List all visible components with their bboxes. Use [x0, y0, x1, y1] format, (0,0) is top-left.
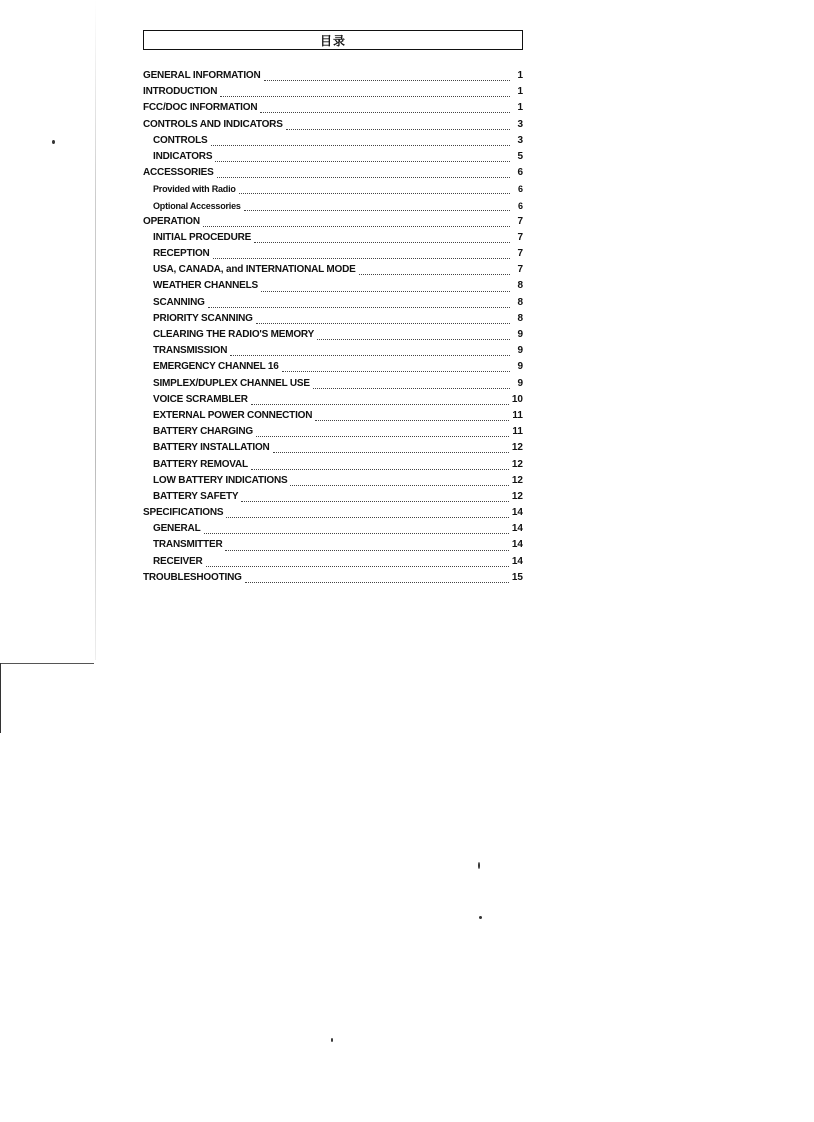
toc-entry-page: 5	[517, 150, 523, 162]
toc-entry-title: CONTROLS AND INDICATORS	[143, 118, 283, 130]
toc-entry-page: 9	[517, 377, 523, 389]
toc-entry-title: WEATHER CHANNELS	[153, 280, 258, 292]
dot-leader	[313, 387, 510, 389]
scan-speck	[478, 862, 480, 869]
toc-entry[interactable]	[143, 505, 523, 521]
toc-entry-page: 1	[517, 102, 523, 114]
toc-entry-title: USA, CANADA, and INTERNATIONAL MODE	[153, 264, 356, 276]
table-of-contents	[143, 68, 523, 586]
toc-entry-title: BATTERY REMOVAL	[153, 458, 248, 470]
toc-entry-title: INDICATORS	[153, 150, 213, 162]
dot-leader	[261, 290, 510, 292]
toc-entry-page: 8	[517, 312, 523, 324]
toc-entry[interactable]	[143, 424, 523, 440]
toc-entry[interactable]	[143, 181, 523, 197]
toc-entry[interactable]	[143, 133, 523, 149]
toc-entry[interactable]	[143, 165, 523, 181]
toc-entry-page: 9	[517, 361, 523, 373]
toc-entry-title: SPECIFICATIONS	[143, 507, 224, 519]
toc-entry[interactable]	[143, 149, 523, 165]
dot-leader	[241, 500, 509, 502]
toc-entry[interactable]	[143, 376, 523, 392]
toc-entry-title: GENERAL INFORMATION	[143, 70, 261, 81]
toc-entry-page: 14	[511, 555, 523, 567]
toc-heading-box	[143, 30, 523, 50]
toc-entry[interactable]	[143, 473, 523, 489]
toc-entry[interactable]	[143, 198, 523, 214]
toc-entry[interactable]	[143, 440, 523, 456]
toc-entry-title: CONTROLS	[153, 134, 208, 146]
toc-entry-page: 1	[517, 86, 523, 98]
toc-entry-title: EXTERNAL POWER CONNECTION	[153, 409, 313, 421]
toc-entry-page: 6	[517, 200, 523, 211]
toc-entry-title: ACCESSORIES	[143, 167, 214, 179]
toc-entry-page: 14	[511, 507, 523, 519]
toc-entry-page: 7	[517, 231, 523, 243]
toc-entry-title: RECEPTION	[153, 248, 210, 260]
toc-entry-page: 11	[512, 409, 523, 421]
toc-entry-title: BATTERY SAFETY	[153, 490, 239, 502]
toc-entry-page: 7	[517, 264, 523, 276]
dot-leader	[203, 225, 510, 227]
toc-entry-title: TRANSMISSION	[153, 345, 228, 357]
dot-leader	[260, 111, 510, 113]
scan-corner-mark	[0, 663, 94, 664]
toc-entry[interactable]	[143, 214, 523, 230]
toc-entry[interactable]	[143, 262, 523, 278]
toc-entry[interactable]	[143, 343, 523, 359]
toc-entry[interactable]	[143, 295, 523, 311]
toc-entry-title: RECEIVER	[153, 555, 203, 567]
toc-entry-title: SIMPLEX/DUPLEX CHANNEL USE	[153, 377, 310, 389]
toc-entry[interactable]	[143, 84, 523, 100]
toc-entry-page: 12	[511, 458, 523, 470]
toc-entry[interactable]	[143, 521, 523, 537]
toc-entry-page: 7	[517, 248, 523, 260]
dot-leader	[251, 468, 509, 470]
toc-entry-title: EMERGENCY CHANNEL 16	[153, 361, 279, 373]
toc-entry-title: TROUBLESHOOTING	[143, 571, 242, 583]
toc-entry-page: 11	[512, 426, 523, 438]
toc-entry-page: 15	[511, 571, 523, 583]
toc-entry-title: BATTERY CHARGING	[153, 426, 253, 438]
scan-edge-line	[95, 0, 96, 660]
toc-heading: 目录	[319, 33, 346, 48]
toc-entry-page: 9	[517, 329, 523, 340]
dot-leader	[256, 322, 510, 324]
scan-speck	[52, 140, 55, 144]
toc-entry-title: LOW BATTERY INDICATIONS	[153, 474, 288, 486]
dot-leader	[208, 306, 510, 308]
dot-leader	[213, 257, 510, 259]
toc-entry-page: 9	[517, 345, 523, 357]
toc-entry-page: 6	[517, 167, 523, 179]
dot-leader	[239, 192, 510, 194]
toc-entry-title: INTRODUCTION	[143, 86, 218, 98]
toc-entry-title: Optional Accessories	[153, 200, 241, 211]
scan-speck	[331, 1038, 333, 1042]
toc-entry[interactable]	[143, 570, 523, 586]
toc-entry-page: 14	[511, 539, 523, 551]
toc-entry[interactable]	[143, 408, 523, 424]
toc-entry-page: 10	[511, 393, 523, 405]
toc-entry-title: BATTERY INSTALLATION	[153, 442, 270, 454]
toc-entry-title: PRIORITY SCANNING	[153, 312, 253, 324]
toc-entry[interactable]	[143, 68, 523, 84]
toc-entry[interactable]	[143, 278, 523, 294]
dot-leader	[256, 435, 509, 437]
dot-leader	[254, 241, 510, 243]
scan-speck	[479, 916, 482, 919]
toc-entry-title: OPERATION	[143, 215, 200, 227]
toc-entry-page: 8	[517, 280, 523, 292]
toc-entry[interactable]	[143, 311, 523, 327]
dot-leader	[244, 209, 510, 211]
toc-entry-page: 6	[517, 184, 523, 195]
dot-leader	[220, 95, 510, 97]
dot-leader	[264, 79, 511, 81]
toc-entry-page: 7	[517, 215, 523, 227]
toc-entry-title: Provided with Radio	[153, 184, 236, 195]
toc-entry-title: FCC/DOC INFORMATION	[143, 102, 258, 114]
dot-leader	[245, 581, 509, 583]
toc-entry-title: INITIAL PROCEDURE	[153, 231, 252, 243]
dot-leader	[217, 176, 510, 178]
toc-entry-title: VOICE SCRAMBLER	[153, 393, 248, 405]
toc-entry-page: 12	[511, 442, 523, 454]
dot-leader	[204, 532, 509, 534]
toc-entry-title: GENERAL	[153, 523, 201, 535]
dot-leader	[273, 451, 509, 453]
toc-entry[interactable]	[143, 246, 523, 262]
dot-leader	[225, 549, 508, 551]
dot-leader	[317, 338, 510, 340]
scan-corner-mark	[0, 663, 1, 733]
dot-leader	[251, 403, 509, 405]
toc-entry-page: 3	[517, 134, 523, 146]
toc-entry[interactable]	[143, 489, 523, 505]
toc-entry-title: TRANSMITTER	[153, 539, 223, 551]
dot-leader	[359, 273, 510, 275]
dot-leader	[315, 419, 509, 421]
dot-leader	[290, 484, 508, 486]
toc-entry[interactable]	[143, 230, 523, 246]
dot-leader	[211, 144, 510, 146]
toc-entry-page: 1	[517, 70, 523, 81]
toc-entry[interactable]	[143, 537, 523, 553]
toc-entry-page: 14	[511, 523, 523, 535]
dot-leader	[206, 565, 509, 567]
toc-entry[interactable]	[143, 359, 523, 375]
toc-entry[interactable]	[143, 554, 523, 570]
toc-entry[interactable]	[143, 327, 523, 343]
toc-entry-page: 12	[511, 474, 523, 486]
toc-entry[interactable]	[143, 392, 523, 408]
dot-leader	[286, 128, 510, 130]
toc-entry[interactable]	[143, 100, 523, 116]
dot-leader	[226, 516, 509, 518]
toc-entry-page: 8	[517, 296, 523, 308]
toc-entry-page: 3	[517, 118, 523, 130]
toc-entry[interactable]	[143, 117, 523, 133]
toc-entry-title: CLEARING THE RADIO'S MEMORY	[153, 329, 315, 340]
dot-leader	[215, 160, 510, 162]
dot-leader	[282, 370, 510, 372]
toc-entry[interactable]	[143, 457, 523, 473]
dot-leader	[230, 354, 510, 356]
toc-entry-title: SCANNING	[153, 296, 205, 308]
toc-entry-page: 12	[511, 490, 523, 502]
